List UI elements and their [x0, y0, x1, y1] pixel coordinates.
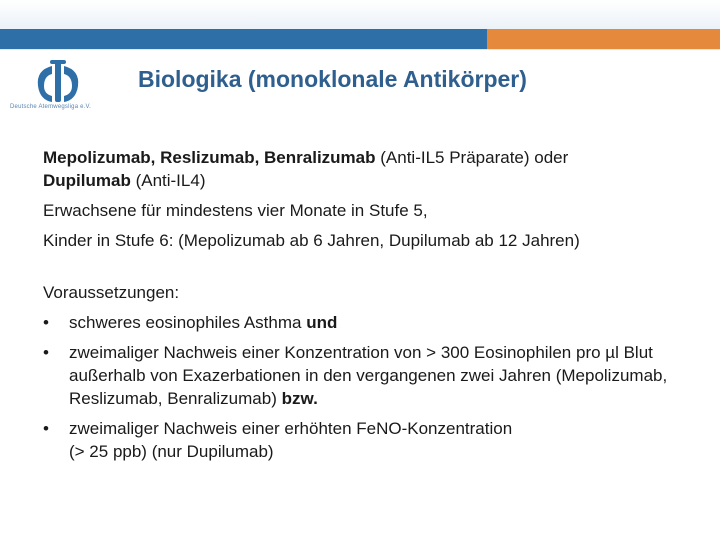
list-item	[43, 341, 693, 410]
drug-list-paragraph	[43, 146, 693, 192]
bullet-icon: •	[43, 419, 49, 438]
list-item	[43, 311, 693, 334]
anti-il4-note: (Anti-IL4)	[130, 171, 206, 190]
logo-caption: Deutsche Atemwegsliga e.V.	[10, 104, 92, 110]
prerequisites-heading: Voraussetzungen:	[43, 283, 180, 302]
list-item	[43, 417, 693, 463]
anti-il5-drugs: Mepolizumab, Reslizumab, Benralizumab	[43, 148, 376, 167]
anti-il4-drug: Dupilumab	[43, 171, 131, 190]
prerequisites-list	[43, 311, 693, 463]
anti-il5-note: (Anti-IL5 Präparate) oder	[375, 148, 569, 167]
bullet-text: zweimaliger Nachweis einer Konzentration von > 300 Eosinophilen pro µl Blut außerhalb von Exazerbationen in den vergangenen zwei Jahren (Mepolizumab, Reslizumab, Benralizumab)	[69, 343, 668, 408]
bullet-text-continued: (> 25 ppb) (nur Dupilumab)	[69, 442, 274, 461]
bullet-text: zweimaliger Nachweis einer erhöhten FeNO-Konzentration	[69, 419, 513, 438]
bullet-emphasis: und	[306, 313, 338, 332]
adults-line: Erwachsene für mindestens vier Monate in Stufe 5,	[43, 201, 428, 220]
bullet-text: schweres eosinophiles Asthma	[69, 313, 307, 332]
bullet-emphasis: bzw.	[281, 389, 318, 408]
slide-title: Biologika (monoklonale Antikörper)	[138, 66, 527, 92]
bullet-icon: •	[43, 313, 49, 332]
header-blue-bar	[0, 29, 487, 49]
slide-content	[43, 146, 693, 470]
children-line: Kinder in Stufe 6: (Mepolizumab ab 6 Jahren, Dupilumab ab 12 Jahren)	[43, 231, 580, 250]
bullet-icon: •	[43, 343, 49, 362]
header-orange-bar	[487, 29, 720, 49]
